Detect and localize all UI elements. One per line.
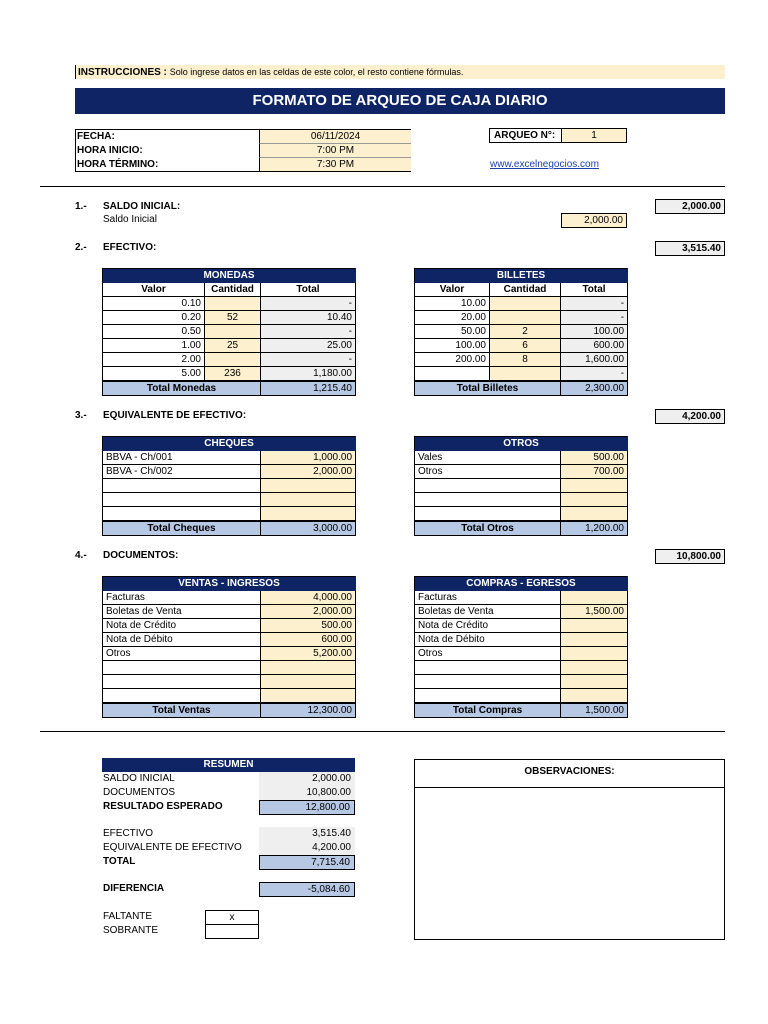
cell-amount[interactable] xyxy=(561,507,628,522)
cell-desc[interactable]: BBVA - Ch/001 xyxy=(103,451,261,465)
resumen-title: RESUMEN xyxy=(102,758,355,772)
cell-amount[interactable] xyxy=(561,661,628,675)
table-row xyxy=(415,479,628,493)
table-row xyxy=(415,367,628,382)
cell-amount[interactable] xyxy=(561,633,628,647)
saldo-inicial-label: Saldo Inicial xyxy=(103,214,157,225)
cell-amount[interactable]: 500.00 xyxy=(261,619,356,633)
divider xyxy=(40,186,725,187)
cell-valor: 0.20 xyxy=(103,311,205,325)
cell-amount[interactable] xyxy=(561,591,628,605)
table-row xyxy=(103,633,356,647)
cheques-table xyxy=(102,436,356,536)
table-row xyxy=(103,465,356,479)
table-row xyxy=(415,353,628,367)
s1-num: 1.- xyxy=(75,201,87,212)
cell-cantidad[interactable] xyxy=(490,311,561,325)
cell-desc[interactable] xyxy=(415,689,561,704)
cell-amount[interactable] xyxy=(261,493,356,507)
hora-termino-label: HORA TÉRMINO: xyxy=(77,159,159,170)
cell-desc[interactable] xyxy=(103,479,261,493)
table-row xyxy=(103,605,356,619)
cell-amount[interactable] xyxy=(261,661,356,675)
table-row xyxy=(103,451,356,465)
table-row xyxy=(415,451,628,465)
total-otros-label: Total Otros xyxy=(415,521,561,536)
table-row xyxy=(415,605,628,619)
cell-amount[interactable] xyxy=(261,507,356,522)
cell-valor: 5.00 xyxy=(103,367,205,382)
arqueo-label: ARQUEO N°: xyxy=(489,128,562,143)
total-compras-value: 1,500.00 xyxy=(561,703,628,718)
table-row xyxy=(103,325,356,339)
cell-amount[interactable]: 1,500.00 xyxy=(561,605,628,619)
cell-amount[interactable]: 500.00 xyxy=(561,451,628,465)
table-row xyxy=(415,633,628,647)
cell-amount[interactable]: 600.00 xyxy=(261,633,356,647)
cell-cantidad[interactable] xyxy=(490,297,561,311)
table-row xyxy=(415,507,628,522)
cell-desc: Nota de Débito xyxy=(103,633,261,647)
resumen-diferencia-value: -5,084.60 xyxy=(259,882,355,897)
cell-cantidad[interactable]: 8 xyxy=(490,353,561,367)
cell-total: 600.00 xyxy=(561,339,628,353)
cell-valor: 1.00 xyxy=(103,339,205,353)
s4-label: DOCUMENTOS: xyxy=(103,550,179,561)
cell-desc: Nota de Débito xyxy=(415,633,561,647)
table-row xyxy=(103,353,356,367)
cell-desc: Nota de Crédito xyxy=(415,619,561,633)
cell-desc: Facturas xyxy=(415,591,561,605)
hora-inicio-field[interactable]: 7:00 PM xyxy=(259,144,411,158)
table-row xyxy=(103,591,356,605)
cell-valor: 50.00 xyxy=(415,325,490,339)
compras-table xyxy=(414,576,628,718)
cell-total: 1,600.00 xyxy=(561,353,628,367)
cell-desc[interactable] xyxy=(103,507,261,522)
cell-valor: 0.10 xyxy=(103,297,205,311)
instructions-label: INSTRUCCIONES : xyxy=(78,67,167,78)
cell-desc: Boletas de Venta xyxy=(415,605,561,619)
cell-total: - xyxy=(561,311,628,325)
saldo-inicial-field[interactable]: 2,000.00 xyxy=(561,213,627,228)
resumen-esperado-value: 12,800.00 xyxy=(259,800,355,815)
total-billetes-label: Total Billetes xyxy=(415,381,561,396)
table-row xyxy=(103,647,356,661)
table-row xyxy=(103,661,356,675)
cell-amount[interactable] xyxy=(561,479,628,493)
cell-desc[interactable]: BBVA - Ch/002 xyxy=(103,465,261,479)
table-row xyxy=(415,311,628,325)
total-cheques-label: Total Cheques xyxy=(103,521,261,536)
cell-valor: 200.00 xyxy=(415,353,490,367)
otros-title: OTROS xyxy=(415,437,628,451)
cell-cantidad[interactable] xyxy=(205,325,261,339)
observaciones-divider xyxy=(415,787,724,788)
s1-label: SALDO INICIAL: xyxy=(103,201,181,212)
total-monedas-label: Total Monedas xyxy=(103,381,261,396)
ventas-title: VENTAS - INGRESOS xyxy=(103,577,356,591)
cell-cantidad[interactable]: 25 xyxy=(205,339,261,353)
fecha-field[interactable]: 06/11/2024 xyxy=(259,130,411,144)
resumen-docs-value: 10,800.00 xyxy=(259,786,355,800)
cell-desc[interactable] xyxy=(415,661,561,675)
billetes-table xyxy=(414,268,628,396)
instructions-bar xyxy=(75,65,725,79)
resumen-total-value: 7,715.40 xyxy=(259,855,355,870)
table-row xyxy=(415,465,628,479)
table-row xyxy=(415,493,628,507)
billetes-title: BILLETES xyxy=(415,269,628,283)
cell-total: - xyxy=(261,325,356,339)
resumen-efectivo-value: 3,515.40 xyxy=(259,827,355,841)
compras-title: COMPRAS - EGRESOS xyxy=(415,577,628,591)
cell-desc: Nota de Crédito xyxy=(103,619,261,633)
cell-desc[interactable]: Vales xyxy=(415,451,561,465)
s2-label: EFECTIVO: xyxy=(103,242,157,253)
faltante-box[interactable]: x xyxy=(205,910,259,925)
total-compras-label: Total Compras xyxy=(415,703,561,718)
table-row xyxy=(103,507,356,522)
resumen-equiv-label: EQUIVALENTE DE EFECTIVO xyxy=(103,842,242,853)
table-row xyxy=(415,325,628,339)
cell-desc: Facturas xyxy=(103,591,261,605)
s2-num: 2.- xyxy=(75,242,87,253)
total-billetes-value: 2,300.00 xyxy=(561,381,628,396)
cell-amount[interactable] xyxy=(261,479,356,493)
divider xyxy=(40,731,725,732)
monedas-table xyxy=(102,268,356,396)
otros-table xyxy=(414,436,628,536)
cell-total: 100.00 xyxy=(561,325,628,339)
cell-cantidad[interactable]: 2 xyxy=(490,325,561,339)
resumen-diferencia-label: DIFERENCIA xyxy=(103,883,165,894)
col-total: Total xyxy=(261,283,356,297)
arqueo-field[interactable]: 1 xyxy=(561,128,627,143)
cell-total: - xyxy=(261,353,356,367)
cell-desc[interactable]: Otros xyxy=(415,465,561,479)
col-valor: Valor xyxy=(415,283,490,297)
s3-label: EQUIVALENTE DE EFECTIVO: xyxy=(103,410,247,421)
s3-num: 3.- xyxy=(75,410,87,421)
s4-num: 4.- xyxy=(75,550,87,561)
cell-amount[interactable] xyxy=(561,647,628,661)
cell-cantidad[interactable]: 6 xyxy=(490,339,561,353)
cell-desc[interactable] xyxy=(415,675,561,689)
col-total: Total xyxy=(561,283,628,297)
cheques-title: CHEQUES xyxy=(103,437,356,451)
table-row xyxy=(103,675,356,689)
cell-amount[interactable]: 700.00 xyxy=(561,465,628,479)
cell-amount[interactable] xyxy=(261,675,356,689)
resumen-saldo-label: SALDO INICIAL xyxy=(103,773,175,784)
table-row xyxy=(103,479,356,493)
table-row xyxy=(103,689,356,704)
page-title: FORMATO DE ARQUEO DE CAJA DIARIO xyxy=(75,88,725,114)
table-row xyxy=(415,339,628,353)
ventas-table xyxy=(102,576,356,718)
cell-valor: 10.00 xyxy=(415,297,490,311)
cell-desc[interactable] xyxy=(103,689,261,704)
cell-desc: Otros xyxy=(415,647,561,661)
table-row xyxy=(415,297,628,311)
table-row xyxy=(103,339,356,353)
instructions-text: Solo ingrese datos en las celdas de este color, el resto contiene fórmulas. xyxy=(169,67,464,77)
cell-desc[interactable] xyxy=(103,493,261,507)
hora-inicio-label: HORA INICIO: xyxy=(77,145,143,156)
cell-amount[interactable] xyxy=(561,619,628,633)
cell-desc[interactable] xyxy=(103,661,261,675)
table-row xyxy=(415,619,628,633)
s2-total: 3,515.40 xyxy=(655,241,725,256)
s3-total: 4,200.00 xyxy=(655,409,725,424)
cell-total: - xyxy=(261,297,356,311)
cell-total: - xyxy=(561,367,628,382)
sobrante-label: SOBRANTE xyxy=(103,925,159,936)
observaciones-title: OBSERVACIONES: xyxy=(524,766,615,777)
faltante-label: FALTANTE xyxy=(103,911,153,922)
table-row xyxy=(103,297,356,311)
cell-desc[interactable] xyxy=(415,507,561,522)
total-ventas-value: 12,300.00 xyxy=(261,703,356,718)
cell-valor xyxy=(415,367,490,382)
observaciones-box[interactable] xyxy=(414,759,725,940)
cell-total: - xyxy=(561,297,628,311)
table-row xyxy=(103,619,356,633)
table-row xyxy=(103,493,356,507)
cell-cantidad[interactable]: 52 xyxy=(205,311,261,325)
cell-valor: 20.00 xyxy=(415,311,490,325)
cell-desc[interactable] xyxy=(415,493,561,507)
table-row xyxy=(103,367,356,382)
cell-amount[interactable] xyxy=(261,689,356,704)
cell-amount[interactable] xyxy=(561,675,628,689)
monedas-title: MONEDAS xyxy=(103,269,356,283)
cell-amount[interactable]: 5,200.00 xyxy=(261,647,356,661)
cell-valor: 2.00 xyxy=(103,353,205,367)
cell-desc: Otros xyxy=(103,647,261,661)
fecha-label: FECHA: xyxy=(77,131,115,142)
cell-cantidad[interactable] xyxy=(205,353,261,367)
cell-cantidad[interactable] xyxy=(490,367,561,382)
hora-termino-field[interactable]: 7:30 PM xyxy=(259,158,411,171)
cell-valor: 0.50 xyxy=(103,325,205,339)
total-otros-value: 1,200.00 xyxy=(561,521,628,536)
cell-amount[interactable] xyxy=(561,493,628,507)
cell-amount[interactable]: 2,000.00 xyxy=(261,605,356,619)
resumen-efectivo-label: EFECTIVO xyxy=(103,828,154,839)
s4-total: 10,800.00 xyxy=(655,549,725,564)
col-cantidad: Cantidad xyxy=(205,283,261,297)
resumen-equiv-value: 4,200.00 xyxy=(259,841,355,855)
cell-amount[interactable] xyxy=(561,689,628,704)
cell-total: 1,180.00 xyxy=(261,367,356,382)
table-row xyxy=(415,661,628,675)
table-row xyxy=(415,689,628,704)
cell-desc[interactable] xyxy=(415,479,561,493)
cell-total: 25.00 xyxy=(261,339,356,353)
cell-desc[interactable] xyxy=(103,675,261,689)
resumen-total-label: TOTAL xyxy=(103,856,136,867)
website-link[interactable]: www.excelnegocios.com xyxy=(490,159,599,170)
cell-amount[interactable]: 4,000.00 xyxy=(261,591,356,605)
total-monedas-value: 1,215.40 xyxy=(261,381,356,396)
table-row xyxy=(415,675,628,689)
sobrante-box[interactable] xyxy=(205,924,259,939)
table-row xyxy=(415,647,628,661)
cell-cantidad[interactable] xyxy=(205,297,261,311)
table-row xyxy=(415,591,628,605)
cell-desc: Boletas de Venta xyxy=(103,605,261,619)
table-row xyxy=(103,311,356,325)
s1-total: 2,000.00 xyxy=(655,199,725,214)
total-cheques-value: 3,000.00 xyxy=(261,521,356,536)
col-cantidad: Cantidad xyxy=(490,283,561,297)
cell-valor: 100.00 xyxy=(415,339,490,353)
resumen-docs-label: DOCUMENTOS xyxy=(103,787,176,798)
col-valor: Valor xyxy=(103,283,205,297)
header-info xyxy=(75,129,411,172)
cell-amount[interactable]: 2,000.00 xyxy=(261,465,356,479)
resumen-saldo-value: 2,000.00 xyxy=(259,772,355,786)
total-ventas-label: Total Ventas xyxy=(103,703,261,718)
resumen-esperado-label: RESULTADO ESPERADO xyxy=(103,801,223,812)
cell-total: 10.40 xyxy=(261,311,356,325)
cell-cantidad[interactable]: 236 xyxy=(205,367,261,382)
cell-amount[interactable]: 1,000.00 xyxy=(261,451,356,465)
